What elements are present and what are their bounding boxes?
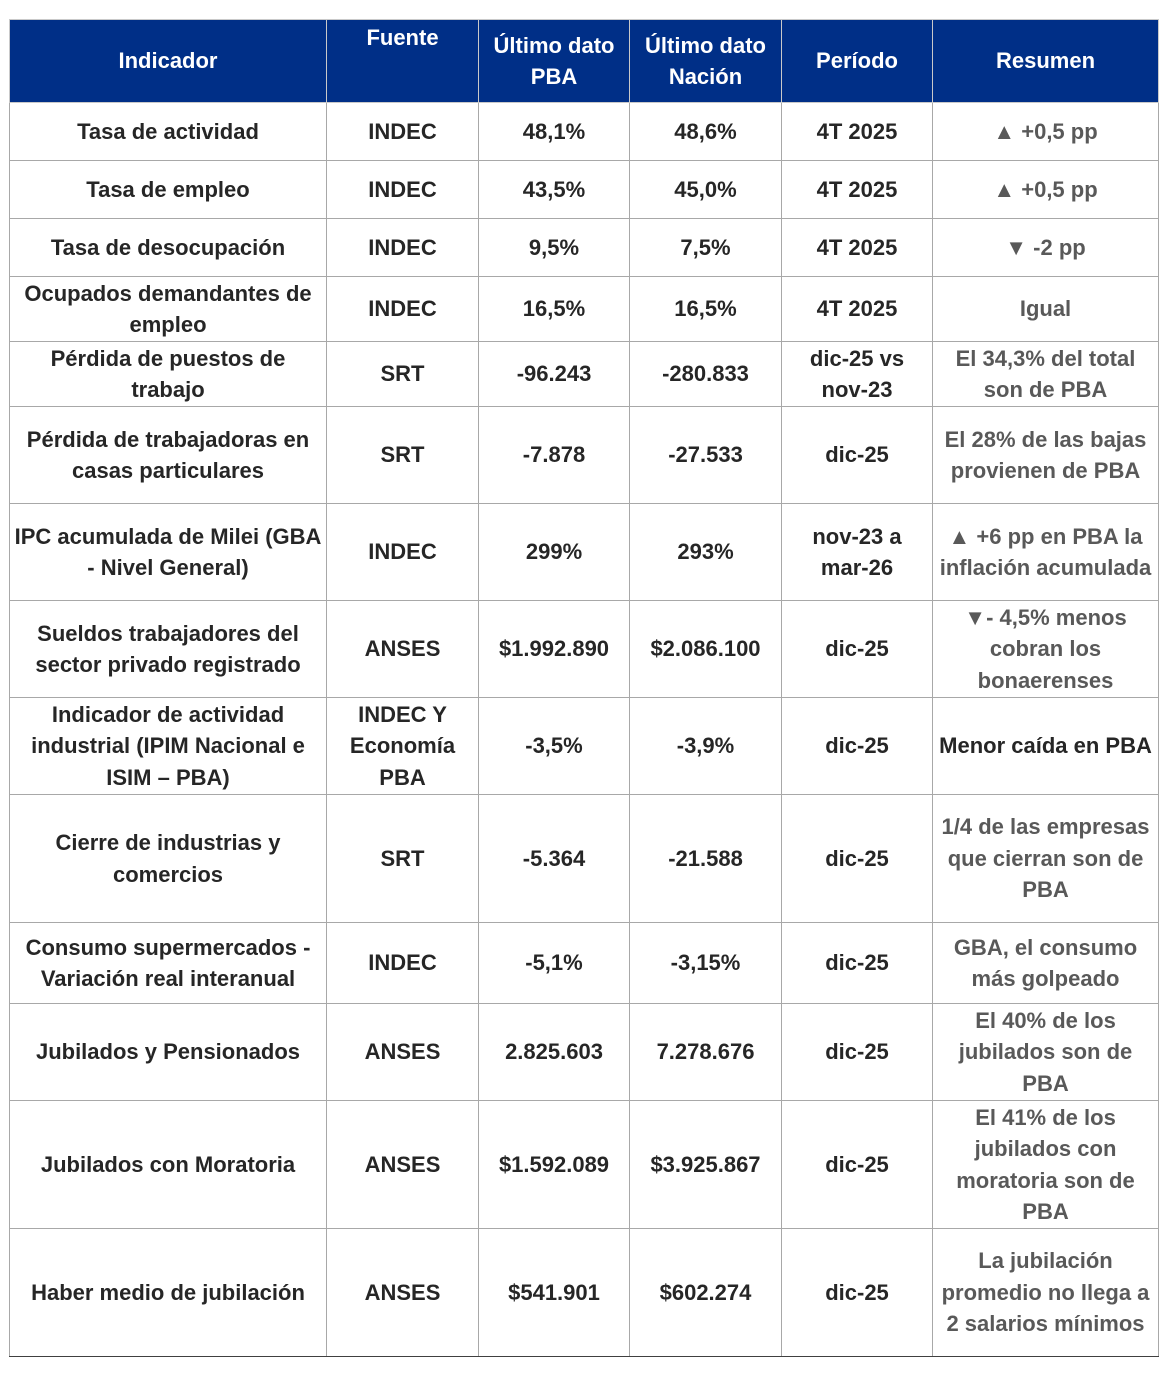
cell-indicador: Pérdida de puestos de trabajo [10, 342, 327, 407]
table-row [10, 504, 1159, 601]
cell-resumen: El 28% de las bajas provienen de PBA [933, 407, 1159, 504]
table-row [10, 342, 1159, 407]
cell-periodo: 4T 2025 [782, 277, 933, 342]
cell-periodo: 4T 2025 [782, 103, 933, 161]
cell-periodo: dic-25 [782, 923, 933, 1004]
cell-nacion: -280.833 [630, 342, 782, 407]
cell-nacion: -3,15% [630, 923, 782, 1004]
table-row [10, 161, 1159, 219]
cell-indicador: Consumo supermercados - Variación real interanual [10, 923, 327, 1004]
table-row [10, 219, 1159, 277]
cell-pba: $1.592.089 [479, 1101, 630, 1229]
cell-pba: 43,5% [479, 161, 630, 219]
table-row [10, 698, 1159, 795]
cell-pba: 48,1% [479, 103, 630, 161]
cell-periodo: 4T 2025 [782, 161, 933, 219]
indicators-table [9, 19, 1159, 1357]
cell-nacion: -27.533 [630, 407, 782, 504]
cell-indicador: Ocupados demandantes de empleo [10, 277, 327, 342]
cell-nacion: 16,5% [630, 277, 782, 342]
cell-indicador: Cierre de industrias y comercios [10, 795, 327, 923]
cell-fuente: ANSES [327, 1101, 479, 1229]
cell-pba: -96.243 [479, 342, 630, 407]
cell-indicador: IPC acumulada de Milei (GBA - Nivel General) [10, 504, 327, 601]
cell-pba: 16,5% [479, 277, 630, 342]
cell-pba: 2.825.603 [479, 1004, 630, 1101]
cell-resumen: ▲ +0,5 pp [933, 103, 1159, 161]
cell-periodo: dic-25 [782, 601, 933, 698]
cell-indicador: Jubilados con Moratoria [10, 1101, 327, 1229]
cell-fuente: ANSES [327, 601, 479, 698]
table-row [10, 923, 1159, 1004]
cell-periodo: dic-25 [782, 1229, 933, 1357]
table-row [10, 601, 1159, 698]
cell-indicador: Tasa de empleo [10, 161, 327, 219]
cell-pba: 299% [479, 504, 630, 601]
table-row [10, 795, 1159, 923]
cell-nacion: $2.086.100 [630, 601, 782, 698]
cell-periodo: dic-25 vs nov-23 [782, 342, 933, 407]
cell-fuente: INDEC [327, 923, 479, 1004]
table-row [10, 1229, 1159, 1357]
cell-periodo: dic-25 [782, 1004, 933, 1101]
cell-resumen: ▼- 4,5% menos cobran los bonaerenses [933, 601, 1159, 698]
cell-indicador: Indicador de actividad industrial (IPIM Nacional e ISIM – PBA) [10, 698, 327, 795]
cell-periodo: nov-23 a mar-26 [782, 504, 933, 601]
cell-indicador: Tasa de desocupación [10, 219, 327, 277]
cell-pba: 9,5% [479, 219, 630, 277]
table-header-row [10, 20, 1159, 103]
cell-fuente: INDEC [327, 219, 479, 277]
header-resumen: Resumen [933, 20, 1159, 103]
header-periodo: Período [782, 20, 933, 103]
cell-pba: -5.364 [479, 795, 630, 923]
header-ultimo-nacion: Último dato Nación [630, 20, 782, 103]
cell-pba: $1.992.890 [479, 601, 630, 698]
header-fuente: Fuente [327, 20, 479, 103]
cell-periodo: dic-25 [782, 1101, 933, 1229]
cell-fuente: INDEC [327, 277, 479, 342]
table-row [10, 277, 1159, 342]
cell-fuente: ANSES [327, 1004, 479, 1101]
cell-periodo: 4T 2025 [782, 219, 933, 277]
cell-resumen: Igual [933, 277, 1159, 342]
table-row [10, 407, 1159, 504]
cell-fuente: INDEC [327, 161, 479, 219]
cell-resumen: El 40% de los jubilados son de PBA [933, 1004, 1159, 1101]
cell-resumen: GBA, el consumo más golpeado [933, 923, 1159, 1004]
cell-fuente: INDEC [327, 504, 479, 601]
cell-fuente: SRT [327, 407, 479, 504]
cell-fuente: INDEC Y Economía PBA [327, 698, 479, 795]
cell-resumen: Menor caída en PBA [933, 698, 1159, 795]
cell-indicador: Jubilados y Pensionados [10, 1004, 327, 1101]
cell-nacion: 7,5% [630, 219, 782, 277]
cell-indicador: Pérdida de trabajadoras en casas particulares [10, 407, 327, 504]
cell-fuente: ANSES [327, 1229, 479, 1357]
cell-nacion: 7.278.676 [630, 1004, 782, 1101]
cell-periodo: dic-25 [782, 698, 933, 795]
cell-resumen: ▼ -2 pp [933, 219, 1159, 277]
table-row [10, 1004, 1159, 1101]
cell-nacion: -21.588 [630, 795, 782, 923]
cell-pba: $541.901 [479, 1229, 630, 1357]
cell-resumen: ▲ +0,5 pp [933, 161, 1159, 219]
cell-fuente: SRT [327, 342, 479, 407]
cell-periodo: dic-25 [782, 795, 933, 923]
cell-indicador: Sueldos trabajadores del sector privado registrado [10, 601, 327, 698]
cell-fuente: INDEC [327, 103, 479, 161]
cell-nacion: $602.274 [630, 1229, 782, 1357]
cell-resumen: 1/4 de las empresas que cierran son de PBA [933, 795, 1159, 923]
header-ultimo-pba: Último dato PBA [479, 20, 630, 103]
cell-nacion: 293% [630, 504, 782, 601]
header-indicador: Indicador [10, 20, 327, 103]
table-row [10, 1101, 1159, 1229]
cell-nacion: -3,9% [630, 698, 782, 795]
cell-nacion: $3.925.867 [630, 1101, 782, 1229]
cell-resumen: La jubilación promedio no llega a 2 salarios mínimos [933, 1229, 1159, 1357]
cell-fuente: SRT [327, 795, 479, 923]
table-row [10, 103, 1159, 161]
cell-resumen: El 34,3% del total son de PBA [933, 342, 1159, 407]
cell-indicador: Tasa de actividad [10, 103, 327, 161]
cell-resumen: ▲ +6 pp en PBA la inflación acumulada [933, 504, 1159, 601]
cell-resumen: El 41% de los jubilados con moratoria son de PBA [933, 1101, 1159, 1229]
cell-pba: -3,5% [479, 698, 630, 795]
cell-pba: -5,1% [479, 923, 630, 1004]
cell-pba: -7.878 [479, 407, 630, 504]
cell-periodo: dic-25 [782, 407, 933, 504]
cell-indicador: Haber medio de jubilación [10, 1229, 327, 1357]
cell-nacion: 45,0% [630, 161, 782, 219]
cell-nacion: 48,6% [630, 103, 782, 161]
